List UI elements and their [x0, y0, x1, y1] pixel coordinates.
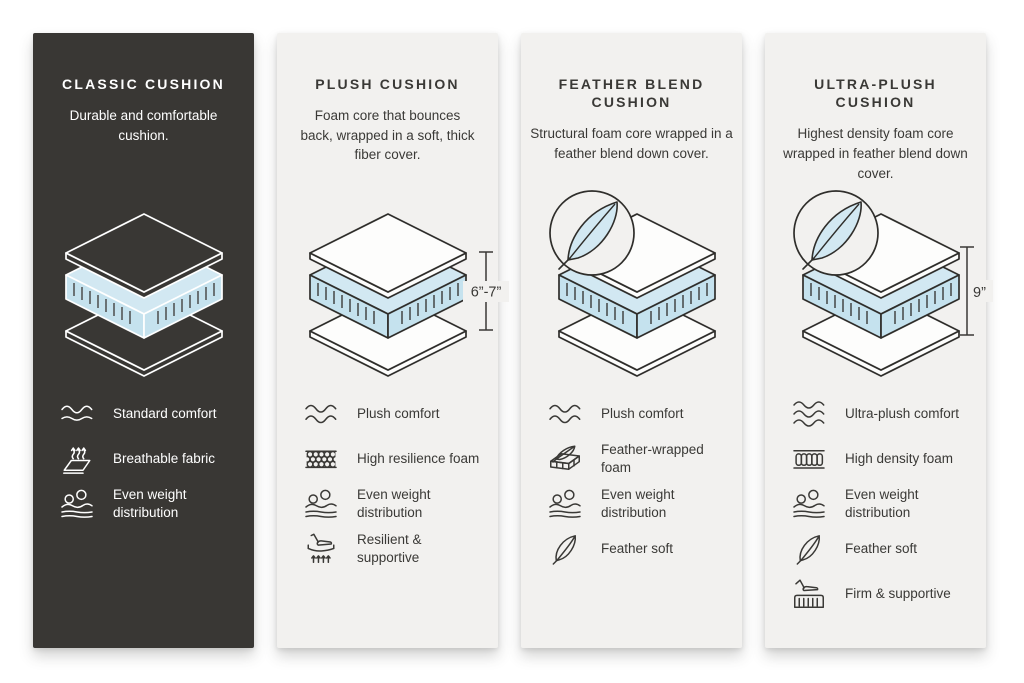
feather-badge-icon: [550, 191, 634, 275]
triple-wave-icon: [791, 396, 827, 432]
card-description: Structural foam core wrapped in a feather blend down cover.: [530, 126, 733, 161]
weight-distribution-icon: [59, 486, 95, 522]
feature-label: Even weight distribution: [113, 487, 187, 520]
card-title: ULTRA-PLUSH CUSHION: [814, 76, 937, 111]
feature-row: [791, 486, 986, 522]
card-header: [33, 75, 254, 210]
feature-label: Resilient & supportive: [357, 532, 422, 565]
dimension-label: 6”-7”: [470, 284, 501, 301]
card-description: Durable and comfortable cushion.: [69, 108, 218, 143]
feature-label: Standard comfort: [113, 406, 217, 422]
weight-distribution-icon: [547, 486, 583, 522]
feature-label: Firm & supportive: [845, 586, 951, 602]
card-plush-cushion: [277, 33, 501, 648]
card-header: [277, 75, 498, 210]
resilient-support-icon: [303, 531, 339, 567]
card-title: PLUSH CUSHION: [315, 76, 460, 92]
feature-label: Even weight distribution: [601, 487, 675, 520]
feature-list: [277, 396, 498, 567]
double-wave-icon: [303, 396, 339, 432]
feature-row: [791, 531, 986, 567]
feature-list: [765, 396, 986, 612]
feather-icon: [547, 531, 583, 567]
breathable-fabric-icon: [59, 441, 95, 477]
feature-label: Breathable fabric: [113, 451, 216, 467]
dimension-label: 9”: [972, 285, 986, 301]
feature-row: [547, 486, 742, 522]
weight-distribution-icon: [791, 486, 827, 522]
feature-row: [303, 441, 498, 477]
feature-label: Ultra-plush comfort: [845, 406, 960, 422]
firm-support-icon: [791, 576, 827, 612]
feature-row: [791, 396, 986, 432]
feature-label: Plush comfort: [357, 406, 440, 422]
feature-row: [547, 396, 742, 432]
cushion-illustration: [33, 210, 254, 396]
feature-label: Feather soft: [845, 541, 918, 557]
card-header: [521, 75, 742, 210]
card-description: Foam core that bounces back, wrapped in a soft, thick fiber cover.: [300, 108, 475, 163]
feature-row: [59, 396, 254, 432]
weight-distribution-icon: [303, 486, 339, 522]
feature-row: [303, 486, 498, 522]
feature-label: Plush comfort: [601, 406, 684, 422]
card-title: CLASSIC CUSHION: [62, 76, 225, 92]
feature-label: High density foam: [845, 451, 954, 467]
feature-label: Feather-wrapped foam: [601, 442, 704, 475]
feature-label: Even weight distribution: [357, 487, 431, 520]
feature-row: [791, 576, 986, 612]
feather-icon: [791, 531, 827, 567]
feature-label: Even weight distribution: [845, 487, 919, 520]
card-header: [765, 75, 986, 210]
cushion-illustration: [277, 210, 501, 396]
foam-cells-icon: [303, 441, 339, 477]
cushion-illustration: [765, 210, 986, 396]
feature-label: High resilience foam: [357, 451, 480, 467]
feature-label: Feather soft: [601, 541, 674, 557]
feature-row: [303, 531, 498, 567]
density-foam-icon: [791, 441, 827, 477]
feature-row: [303, 396, 498, 432]
feature-row: [59, 441, 254, 477]
cushion-illustration: [521, 210, 742, 396]
cushion-cards: [33, 33, 986, 648]
feature-row: [59, 486, 254, 522]
card-title: FEATHER BLEND CUSHION: [558, 76, 705, 111]
feather-badge-icon: [794, 191, 878, 275]
double-wave-icon: [547, 396, 583, 432]
feature-row: [547, 531, 742, 567]
wave-icon: [59, 396, 95, 432]
card-feather-blend-cushion: [521, 33, 742, 648]
feature-list: [521, 396, 742, 567]
card-ultra-plush-cushion: [765, 33, 986, 648]
feature-row: [547, 441, 742, 477]
card-classic-cushion: [33, 33, 254, 648]
feather-foam-icon: [547, 441, 583, 477]
feature-row: [791, 441, 986, 477]
card-description: Highest density foam core wrapped in feather blend down cover.: [783, 126, 968, 181]
feature-list: [33, 396, 254, 522]
